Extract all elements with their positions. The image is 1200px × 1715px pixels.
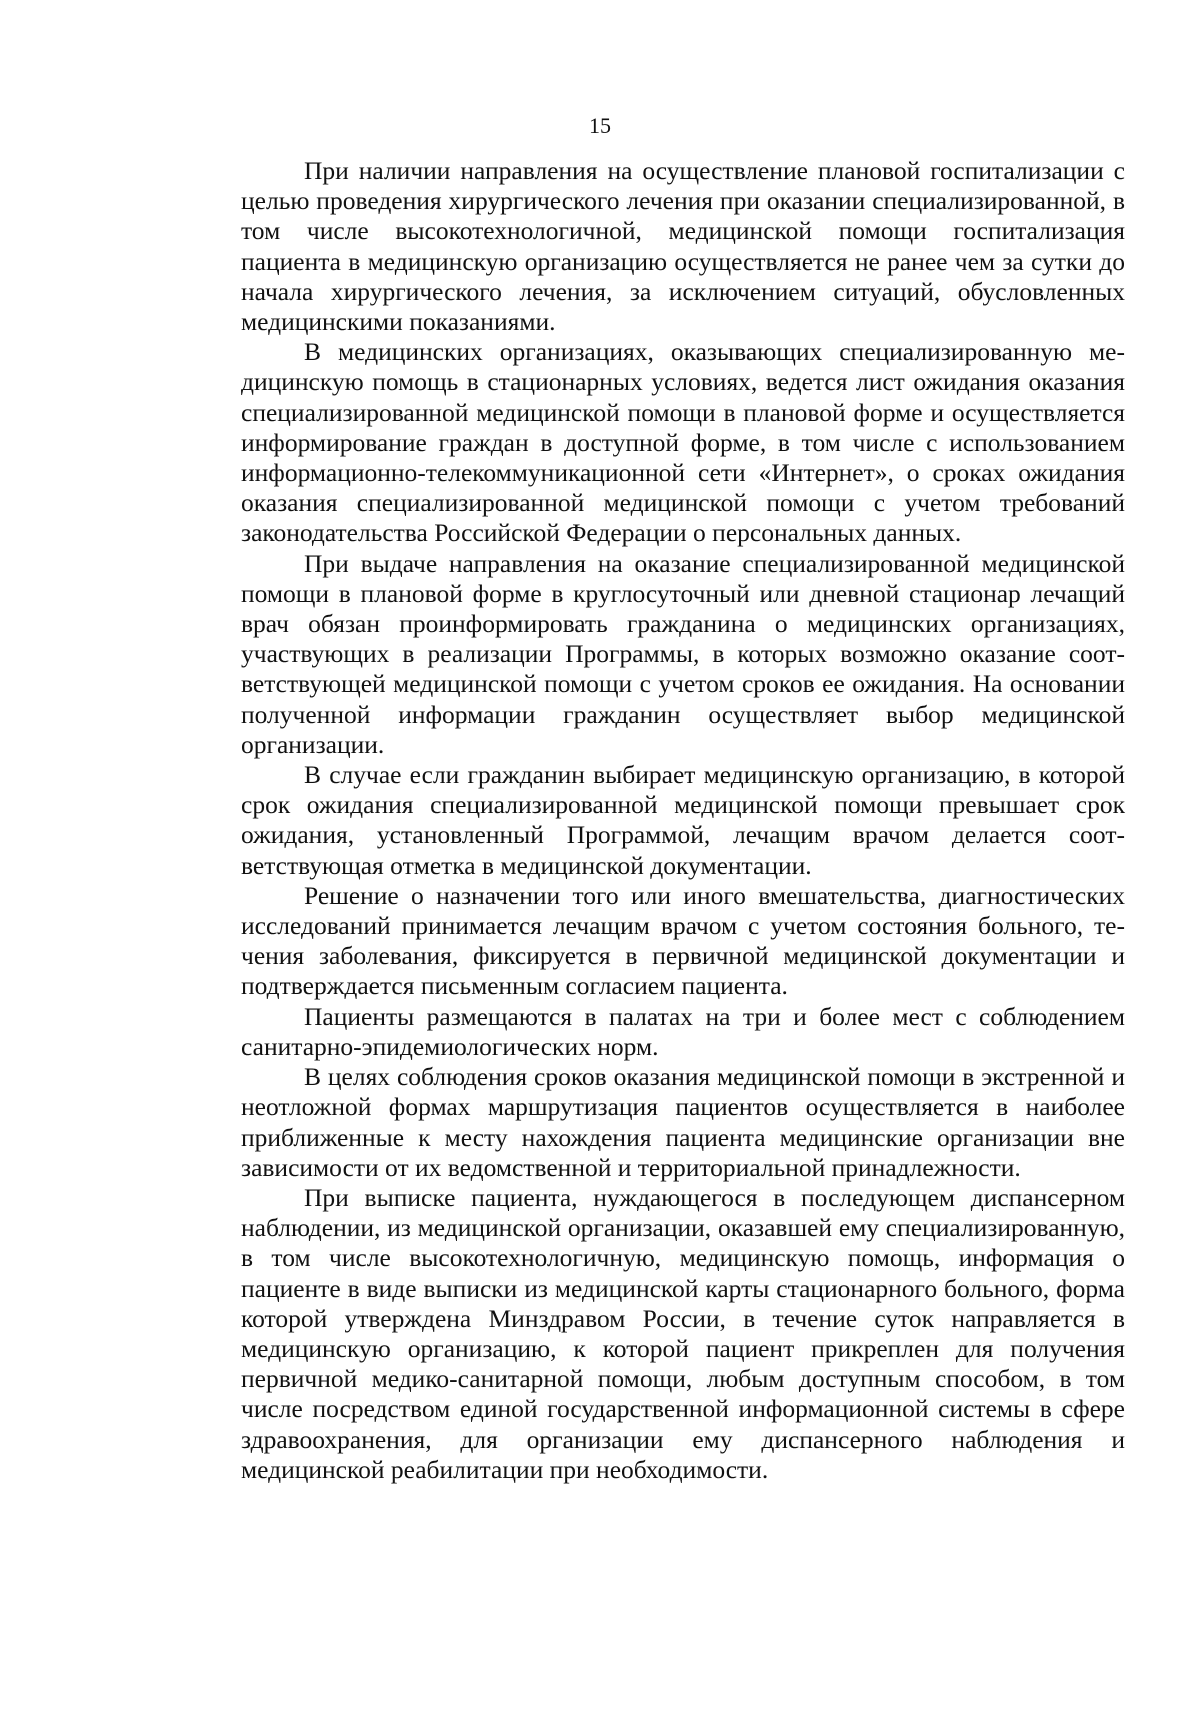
paragraph-discharge-transfer: При выписке пациента, нуждающегося в последующем диспансерном наблюдении, из медицинской организации, оказавшей ему специализированную, в том числе высокотехнологичную, медицинскую помощь, информация о пациенте в виде выписки из медицинской карты стационарного больного, форма которой утверждена Минздравом России, в течение суток направляется в медицинскую организацию, к которой пациент прикреплен для получения первичной медико-санитарной помощи, любым доступным способом, в том числе посредством единой государственной информационной системы в сфере здравоохранения, для организации ему диспансерного наблюдения и медицинской реабилитации при необходимости. <box>241 1182 1125 1484</box>
page-number: 15 <box>589 113 611 138</box>
paragraph-referral-informing: При выдаче направления на оказание специализированной медицинской помощи в плановой форме в круглосуточный или дневной стационар лечащий врач обязан проинформировать гражданина о медицинских организациях, участвующих в реализации Программы, в которых возможно оказание соответствующей медицинской помощи с учетом сроков ее ожидания. На основании полученной информации гражданин осуществляет выбор медицинской организации. <box>241 548 1125 759</box>
paragraph-intervention-consent: Решение о назначении того или иного вмешательства, диагностических исследований принимается лечащим врачом с учетом состояния больного, течения заболевания, фиксируется в первичной медицинской документации и подтверждается письменным согласием пациента. <box>241 880 1125 1001</box>
paragraph-waiting-period-note: В случае если гражданин выбирает медицинскую организацию, в которой срок ожидания специализированной медицинской помощи превышает срок ожидания, установленный Программой, лечащим врачом делается соответствующая отметка в медицинской документации. <box>241 760 1125 880</box>
paragraph-ward-placement: Пациенты размещаются в палатах на три и более мест с соблюдением санитарно-эпидемиологических норм. <box>241 1001 1125 1061</box>
paragraph-planned-hospitalization: При наличии направления на осуществление плановой госпитализации с целью проведения хирургического лечения при оказании специализированной, в том числе высокотехнологичной, медицинской помощи госпитализация пациента в медицинскую организацию осуществляется не ранее чем за сутки до начала хирургического лечения, за исключением ситуаций, обусловленных медицинскими показаниями. <box>241 156 1125 337</box>
paragraph-waiting-list: В медицинских организациях, оказывающих специализированную медицинскую помощь в стационарных условиях, ведется лист ожидания оказания специализированной медицинской помощи в плановой форме и осуществляется информирование граждан в доступной форме, в том числе с использованием информационно-телекоммуникационной сети «Интернет», о сроках ожидания оказания специализированной медицинской помощи с учетом требований законодательства Российской Федерации о персональных данных. <box>241 337 1125 548</box>
document-body <box>241 156 1125 1485</box>
paragraph-emergency-routing: В целях соблюдения сроков оказания медицинской помощи в экстренной и неотложной формах маршрутизация пациентов осуществляется в наиболее приближенные к месту нахождения пациента медицинские организации вне зависимости от их ведомственной и территориальной принадлежности. <box>241 1062 1125 1182</box>
